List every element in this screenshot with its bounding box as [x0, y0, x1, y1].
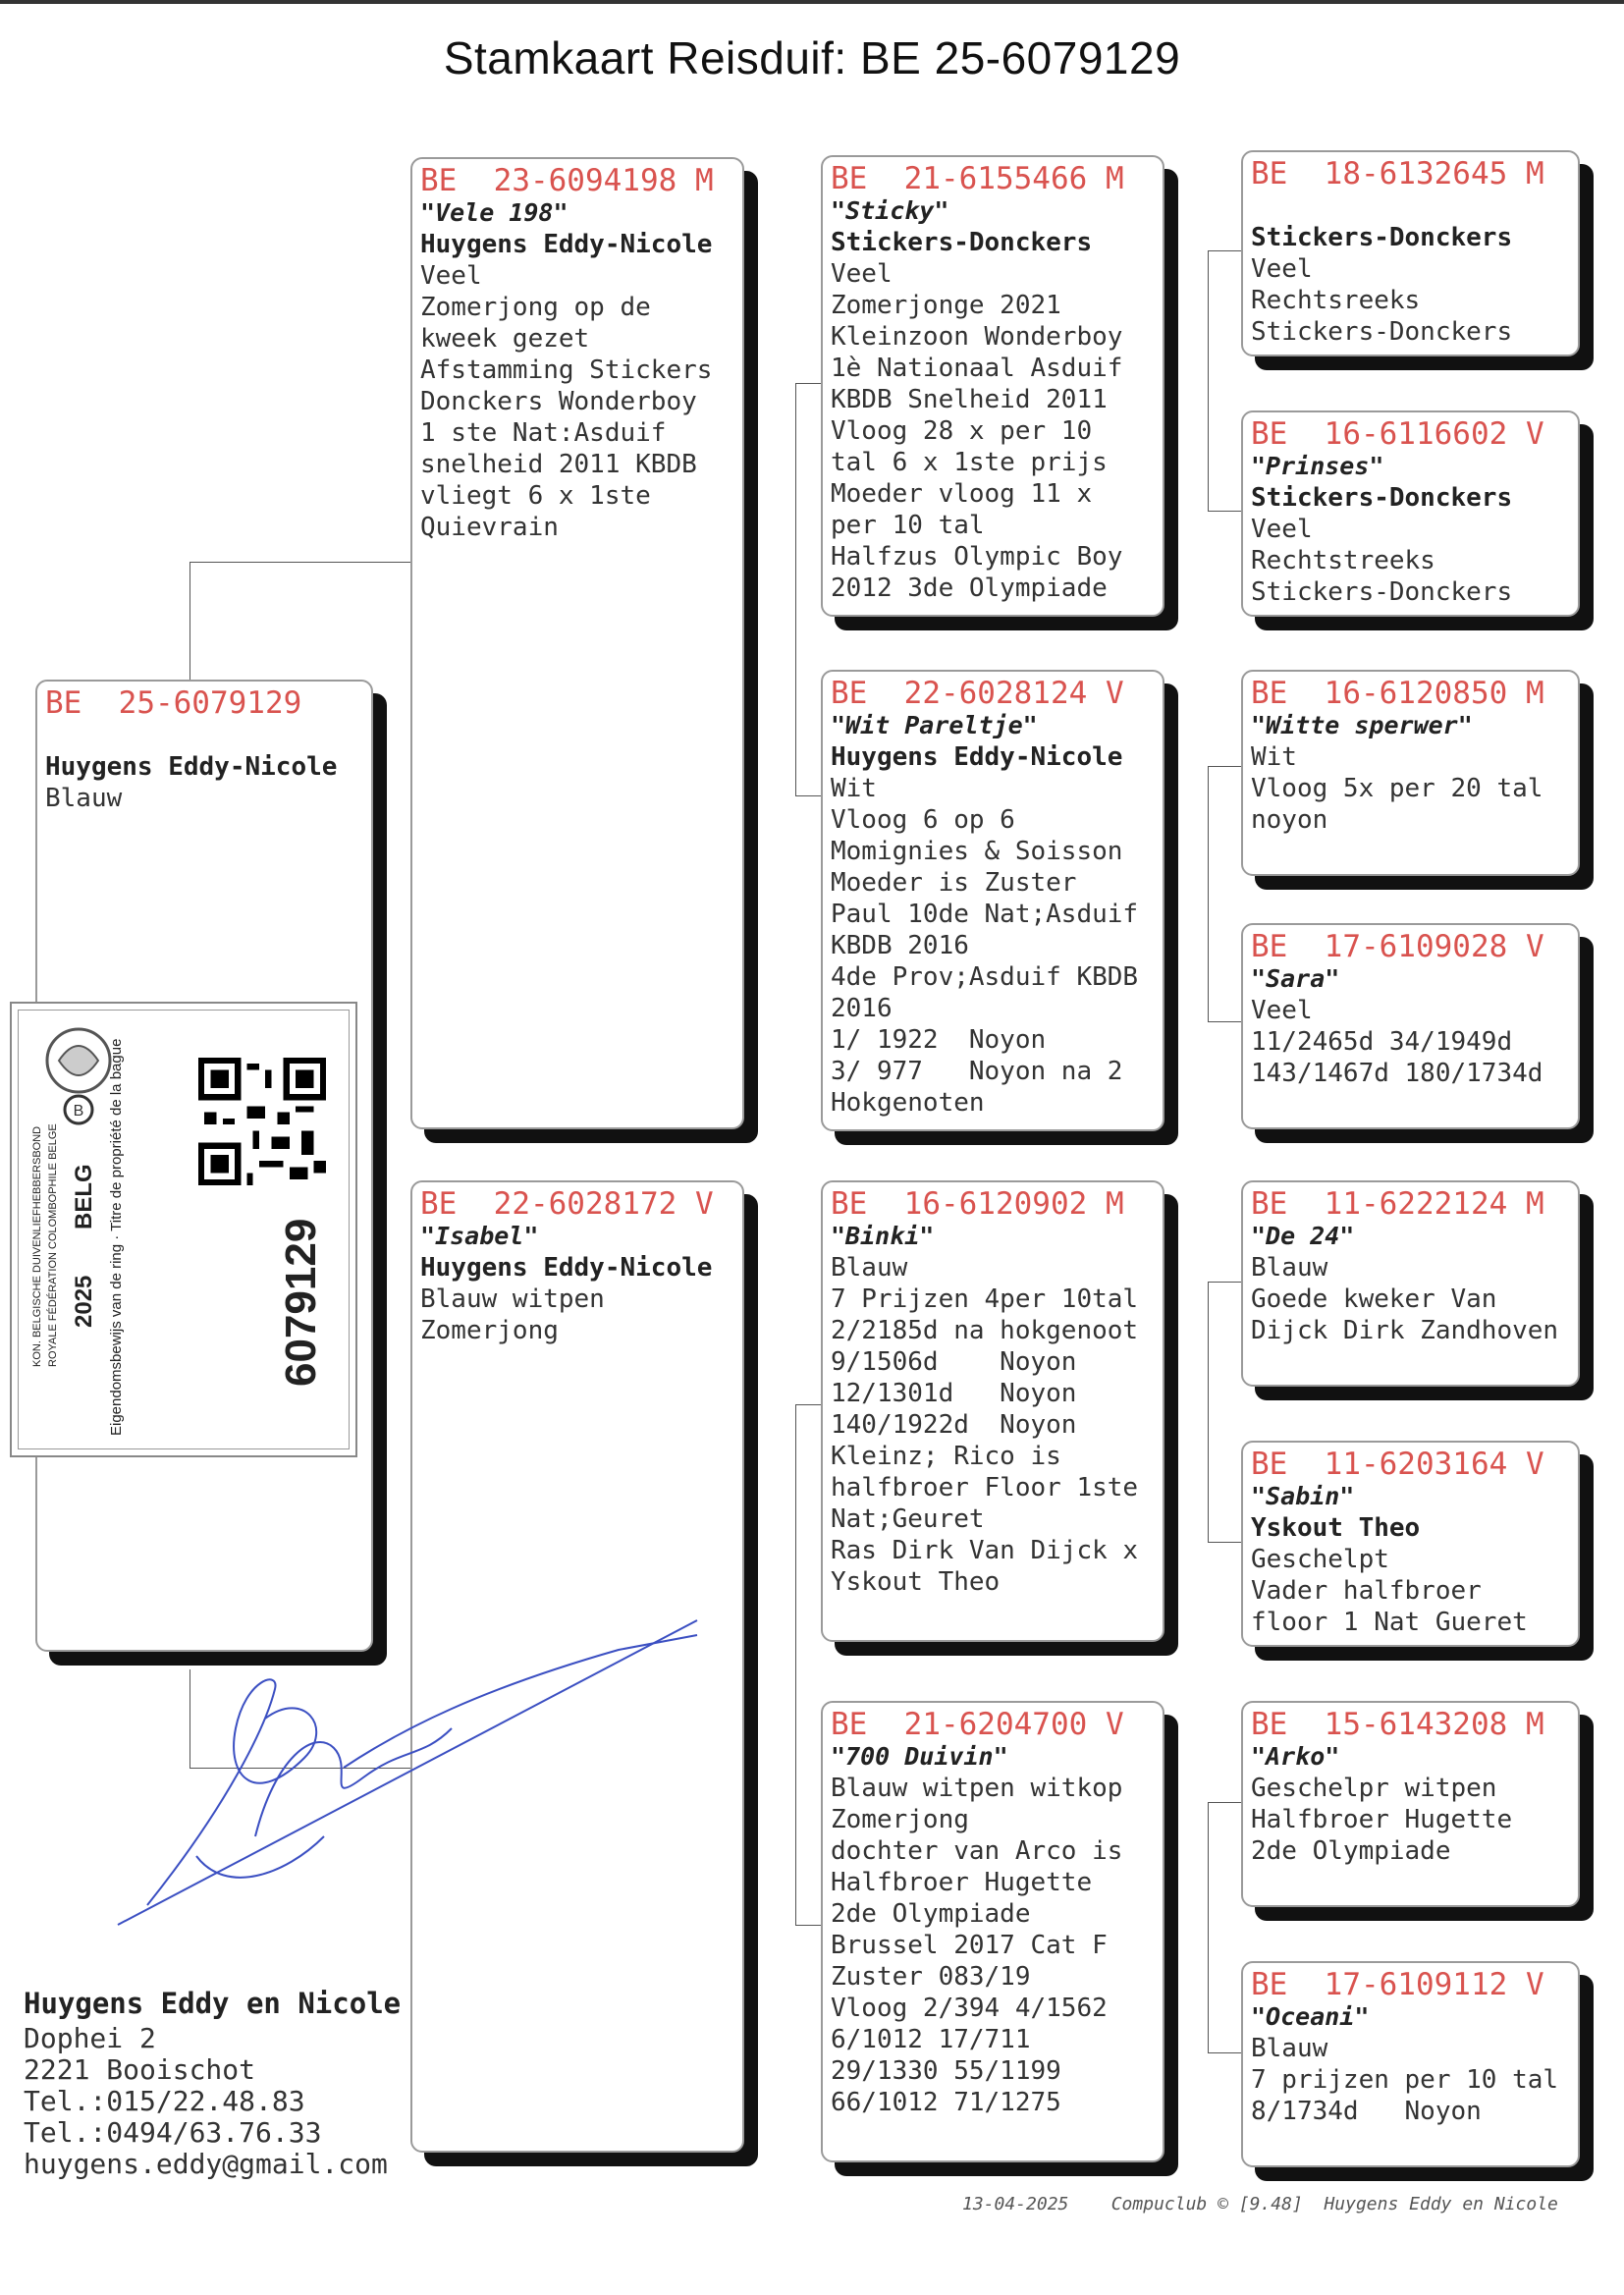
- card-face: [1241, 410, 1580, 617]
- ddd-card[interactable]: [1241, 1961, 1580, 2167]
- info-line: Moeder vloog 11 x: [831, 479, 1093, 509]
- info-line: KBDB 2016: [831, 931, 969, 960]
- footer-text: 13-04-2025 Compuclub © [9.48] Huygens Eddy en Nicole: [962, 2194, 1558, 2214]
- info-line: Ras Dirk Van Dijck x: [831, 1536, 1139, 1565]
- federation-name-nl: KON. BELGISCHE DUIVENLIEFHEBBERSBOND: [31, 1125, 43, 1367]
- info-line: kweek gezet: [420, 324, 590, 354]
- ring-number: BE 16-6116602 V: [1251, 416, 1544, 452]
- sdd-card[interactable]: [1241, 923, 1580, 1129]
- dsd-card[interactable]: [1241, 1441, 1580, 1647]
- pigeon-name: "Vele 198": [420, 198, 568, 227]
- info-line: Vloog 2/394 4/1562: [831, 1994, 1108, 2023]
- pigeon-name: "Sabin": [1251, 1482, 1355, 1510]
- info-line: Kleinzoon Wonderboy: [831, 322, 1123, 352]
- pigeon-name: [1251, 191, 1570, 222]
- ring-number: BE 16-6120850 M: [1251, 676, 1544, 711]
- pigeon-name: "Sticky": [831, 196, 949, 225]
- ring-number: BE 23-6094198 M: [420, 163, 714, 198]
- connector: [1208, 1802, 1209, 2052]
- info-line: 2de Olympiade: [1251, 1836, 1451, 1866]
- info-line: Veel: [1251, 254, 1313, 284]
- dds-card[interactable]: [1241, 1701, 1580, 1907]
- pigeon-name: "Witte sperwer": [1251, 711, 1473, 739]
- pigeon-name: "De 24": [1251, 1222, 1355, 1250]
- info-line: 7 prijzen per 10 tal: [1251, 2065, 1559, 2095]
- ring-number: BE 25-6079129: [45, 685, 302, 721]
- sire-card[interactable]: [410, 157, 744, 1129]
- owner-phone: Tel.:015/22.48.83: [24, 2085, 305, 2117]
- info-line: Stickers-Donckers: [1251, 577, 1513, 607]
- info-line: 2/2185d na hokgenoot: [831, 1316, 1139, 1345]
- info-line: Wit: [831, 774, 877, 803]
- breeder: Huygens Eddy-Nicole: [420, 1253, 713, 1283]
- connector: [1208, 2052, 1242, 2053]
- connector: [1208, 250, 1242, 251]
- card-face: [1241, 670, 1580, 876]
- owner-street: Dophei 2: [24, 2022, 156, 2054]
- info-line: Vloog 5x per 20 tal: [1251, 774, 1543, 803]
- info-line: Veel: [1251, 996, 1313, 1025]
- sire-sire-card[interactable]: [821, 155, 1164, 617]
- info-line: 66/1012 71/1275: [831, 2088, 1061, 2117]
- card-face: [821, 1701, 1164, 2162]
- info-line: Blauw witpen: [420, 1284, 605, 1314]
- dam-dam-card[interactable]: [821, 1701, 1164, 2162]
- info-line: Zomerjong: [420, 1316, 559, 1345]
- ring-number: BE 15-6143208 M: [1251, 1707, 1544, 1742]
- ring-number: BE 17-6109112 V: [1251, 1967, 1544, 2002]
- info-line: Stickers-Donckers: [1251, 317, 1513, 347]
- info-line: floor 1 Nat Gueret: [1251, 1608, 1528, 1637]
- info-line: 1 ste Nat:Asduif: [420, 418, 667, 448]
- svg-text:B: B: [73, 1103, 84, 1120]
- owner-city: 2221 Booischot: [24, 2053, 256, 2086]
- info-line: 11/2465d 34/1949d: [1251, 1027, 1513, 1057]
- dss-card[interactable]: [1241, 1180, 1580, 1387]
- card-face: [410, 157, 744, 1129]
- info-line: 140/1922d Noyon: [831, 1410, 1077, 1440]
- connector: [1208, 1542, 1242, 1543]
- info-line: Veel: [831, 259, 893, 289]
- handwritten-signature: [108, 1611, 717, 1935]
- info-line: 1è Nationaal Asduif: [831, 354, 1123, 383]
- connector: [1208, 1282, 1209, 1542]
- connector: [189, 562, 190, 682]
- card-face: [1241, 1180, 1580, 1387]
- info-line: Vader halfbroer: [1251, 1576, 1482, 1606]
- info-line: noyon: [1251, 805, 1328, 835]
- info-line: KBDB Snelheid 2011: [831, 385, 1108, 414]
- info-line: 7 Prijzen 4per 10tal: [831, 1284, 1139, 1314]
- info-line: Afstamming Stickers: [420, 355, 713, 385]
- connector: [189, 562, 410, 563]
- info-line: Blauw: [831, 1253, 908, 1283]
- sds-card[interactable]: [1241, 670, 1580, 876]
- pigeon-name: "Isabel": [420, 1222, 539, 1250]
- breeder: Stickers-Donckers: [831, 228, 1093, 257]
- info-line: 8/1734d Noyon: [1251, 2097, 1482, 2126]
- info-line: Wit: [1251, 742, 1297, 772]
- info-line: 2de Olympiade: [831, 1899, 1031, 1929]
- ring-number: BE 16-6120902 M: [831, 1186, 1124, 1222]
- info-line: Blauw: [45, 784, 123, 813]
- info-line: Moeder is Zuster: [831, 868, 1077, 898]
- connector: [795, 1404, 823, 1405]
- owner-email[interactable]: huygens.eddy@gmail.com: [24, 2148, 388, 2180]
- info-line: Dijck Dirk Zandhoven: [1251, 1316, 1559, 1345]
- ring-ownership-label: [10, 1002, 357, 1457]
- breeder: Yskout Theo: [1251, 1513, 1421, 1543]
- info-line: Goede kweker Van: [1251, 1284, 1497, 1314]
- ssd-card[interactable]: [1241, 410, 1580, 617]
- ownership-text: Eigendomsbewijs van de ring · Titre de propriété de la bague: [108, 1038, 125, 1436]
- pigeon-name: "Sara": [1251, 964, 1340, 993]
- pigeon-name: "Oceani": [1251, 2002, 1370, 2031]
- info-line: halfbroer Floor 1ste: [831, 1473, 1139, 1503]
- ring-number-large: 6079129: [277, 1218, 325, 1387]
- ring-country: BELG: [71, 1164, 97, 1229]
- card-face: [1241, 1701, 1580, 1907]
- info-line: Paul 10de Nat;Asduif: [831, 900, 1139, 929]
- info-line: 9/1506d Noyon: [831, 1347, 1077, 1377]
- card-face: [821, 670, 1164, 1131]
- card-face: [821, 155, 1164, 617]
- info-line: 3/ 977 Noyon na 2: [831, 1057, 1123, 1086]
- info-line: Rechtsreeks: [1251, 286, 1421, 315]
- pigeon-name: "Wit Pareltje": [831, 711, 1038, 739]
- ring-number: BE 11-6222124 M: [1251, 1186, 1544, 1222]
- info-line: Vloog 28 x per 10: [831, 416, 1093, 446]
- pigeon-name: "Binki": [831, 1222, 935, 1250]
- info-line: Geschelpt: [1251, 1545, 1389, 1574]
- connector: [795, 1404, 796, 1925]
- info-line: Nat;Geuret: [831, 1504, 985, 1534]
- info-line: 29/1330 55/1199: [831, 2056, 1061, 2086]
- info-line: 12/1301d Noyon: [831, 1379, 1077, 1408]
- page-title: Stamkaart Reisduif: BE 25-6079129: [443, 32, 1181, 83]
- sire-dam-card[interactable]: [821, 670, 1164, 1131]
- info-line: 143/1467d 180/1734d: [1251, 1059, 1543, 1088]
- breeder: Huygens Eddy-Nicole: [420, 230, 713, 259]
- pigeon-name: "Arko": [1251, 1742, 1340, 1771]
- breeder: Huygens Eddy-Nicole: [831, 742, 1123, 772]
- ring-number: BE 21-6155466 M: [831, 161, 1124, 196]
- info-line: Vloog 6 op 6: [831, 805, 1015, 835]
- info-line: Halfzus Olympic Boy: [831, 542, 1123, 572]
- connector: [1208, 511, 1242, 512]
- ring-number: BE 17-6109028 V: [1251, 929, 1544, 964]
- connector: [1208, 766, 1209, 1021]
- info-line: per 10 tal: [831, 511, 985, 540]
- info-line: Zomerjong: [831, 1805, 969, 1834]
- info-line: Brussel 2017 Cat F: [831, 1931, 1108, 1960]
- info-line: 2012 3de Olympiade: [831, 574, 1108, 603]
- connector: [1208, 766, 1242, 767]
- connector: [795, 383, 823, 384]
- info-line: Geschelpr witpen: [1251, 1774, 1497, 1803]
- connector: [1208, 1802, 1242, 1803]
- ring-number: BE 22-6028124 V: [831, 676, 1124, 711]
- info-line: Halfbroer Hugette: [1251, 1805, 1513, 1834]
- info-line: Donckers Wonderboy: [420, 387, 697, 416]
- connector: [1208, 1021, 1242, 1022]
- info-line: Hokgenoten: [831, 1088, 985, 1118]
- ring-number: BE 21-6204700 V: [831, 1707, 1124, 1742]
- dam-sire-card[interactable]: [821, 1180, 1164, 1642]
- info-line: Momignies & Soisson: [831, 837, 1123, 866]
- federation-name-fr: ROYALE FÉDÉRATION COLOMBOPHILE BELGE: [47, 1123, 59, 1367]
- connector: [1208, 250, 1209, 511]
- connector: [795, 1925, 823, 1926]
- info-line: Blauw: [1251, 2034, 1328, 2063]
- connector: [795, 795, 823, 796]
- info-line: Rechtstreeks: [1251, 546, 1435, 575]
- info-line: 4de Prov;Asduif KBDB: [831, 962, 1139, 992]
- ring-number: BE 11-6203164 V: [1251, 1447, 1544, 1482]
- info-line: tal 6 x 1ste prijs: [831, 448, 1108, 477]
- pigeon-name: [45, 720, 363, 751]
- info-line: Zomerjong op de: [420, 293, 651, 322]
- qr-code-icon: [198, 1058, 326, 1185]
- card-face: [1241, 923, 1580, 1129]
- card-face: [1241, 1441, 1580, 1647]
- owner-mobile: Tel.:0494/63.76.33: [24, 2116, 322, 2149]
- info-line: 6/1012 17/711: [831, 2025, 1031, 2054]
- breeder: Huygens Eddy-Nicole: [45, 752, 338, 782]
- pigeon-name: "Prinses": [1251, 452, 1384, 480]
- pigeon-name: "700 Duivin": [831, 1742, 1008, 1771]
- owner-name: Huygens Eddy en Nicole: [24, 1987, 402, 2020]
- info-line: Halfbroer Hugette: [831, 1868, 1093, 1897]
- info-line: Blauw witpen witkop: [831, 1774, 1123, 1803]
- info-line: Veel: [420, 261, 482, 291]
- connector: [795, 383, 796, 795]
- ring-number: BE 22-6028172 V: [420, 1186, 714, 1222]
- info-line: 2016: [831, 994, 893, 1023]
- ring-year: 2025: [71, 1275, 97, 1328]
- info-line: Zomerjonge 2021: [831, 291, 1061, 320]
- top-border: [0, 0, 1624, 4]
- ring-number: BE 18-6132645 M: [1251, 156, 1544, 191]
- card-face: [1241, 150, 1580, 356]
- info-line: Kleinz; Rico is: [831, 1442, 1061, 1471]
- info-line: Yskout Theo: [831, 1567, 1001, 1597]
- info-line: dochter van Arco is: [831, 1836, 1123, 1866]
- connector: [1208, 1282, 1242, 1283]
- sss-card[interactable]: [1241, 150, 1580, 356]
- info-line: vliegt 6 x 1ste: [420, 481, 651, 511]
- card-face: [821, 1180, 1164, 1642]
- info-line: Veel: [1251, 515, 1313, 544]
- info-line: Zuster 083/19: [831, 1962, 1031, 1992]
- card-face: [1241, 1961, 1580, 2167]
- info-line: Blauw: [1251, 1253, 1328, 1283]
- owner-info: [24, 1984, 401, 2180]
- info-line: 1/ 1922 Noyon: [831, 1025, 1047, 1055]
- breeder: Stickers-Donckers: [1251, 483, 1513, 513]
- info-line: snelheid 2011 KBDB: [420, 450, 697, 479]
- breeder: Stickers-Donckers: [1251, 223, 1513, 252]
- info-line: Quievrain: [420, 513, 559, 542]
